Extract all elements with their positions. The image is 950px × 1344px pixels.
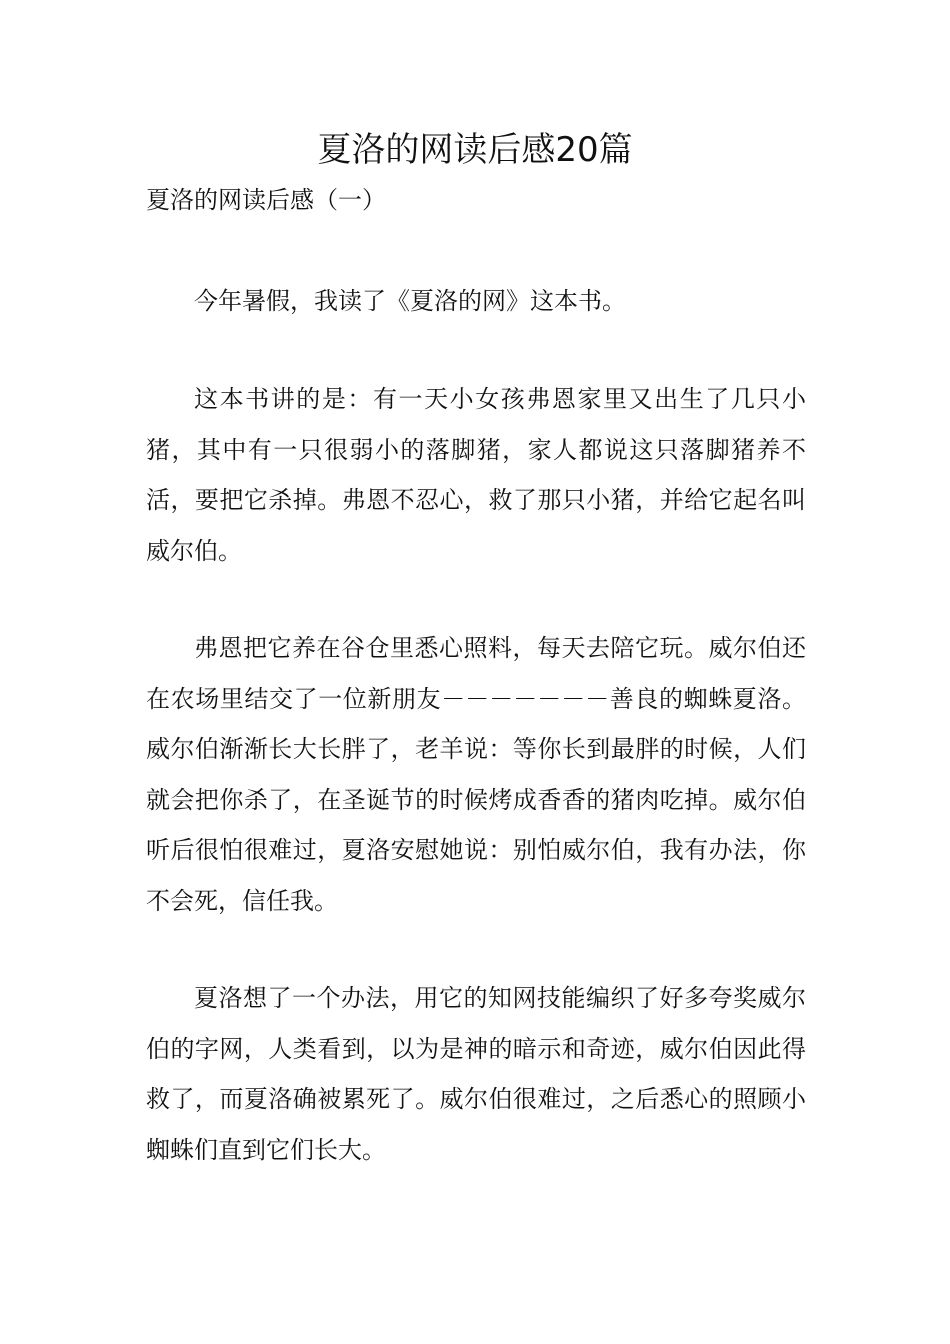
paragraph-2: 这本书讲的是：有一天小女孩弗恩家里又出生了几只小猪，其中有一只很弱小的落脚猪，家人都说这只落脚猪养不活，要把它杀掉。弗恩不忍心，救了那只小猪，并给它起名叫威尔伯。	[146, 385, 806, 565]
section-heading: 夏洛的网读后感（一）	[146, 186, 386, 214]
paragraph-1: 今年暑假，我读了《夏洛的网》这本书。	[194, 287, 626, 315]
document-title: 夏洛的网读后感20篇	[317, 130, 633, 170]
paragraph-3: 弗恩把它养在谷仓里悉心照料，每天去陪它玩。威尔伯还在农场里结交了一位新朋友－－－－－－－善良的蜘蛛夏洛。威尔伯渐渐长大长胖了，老羊说：等你长到最胖的时候，人们就会把你杀了，在圣诞节的时候烤成香香的猪肉吃掉。威尔伯听后很怕很难过，夏洛安慰她说：别怕威尔伯，我有办法，你不会死，信任我。	[146, 634, 806, 915]
paragraph-4: 夏洛想了一个办法，用它的知网技能编织了好多夸奖威尔伯的字网，人类看到，以为是神的暗示和奇迹，威尔伯因此得救了，而夏洛确被累死了。威尔伯很难过，之后悉心的照顾小蜘蛛们直到它们长大。	[146, 984, 806, 1164]
